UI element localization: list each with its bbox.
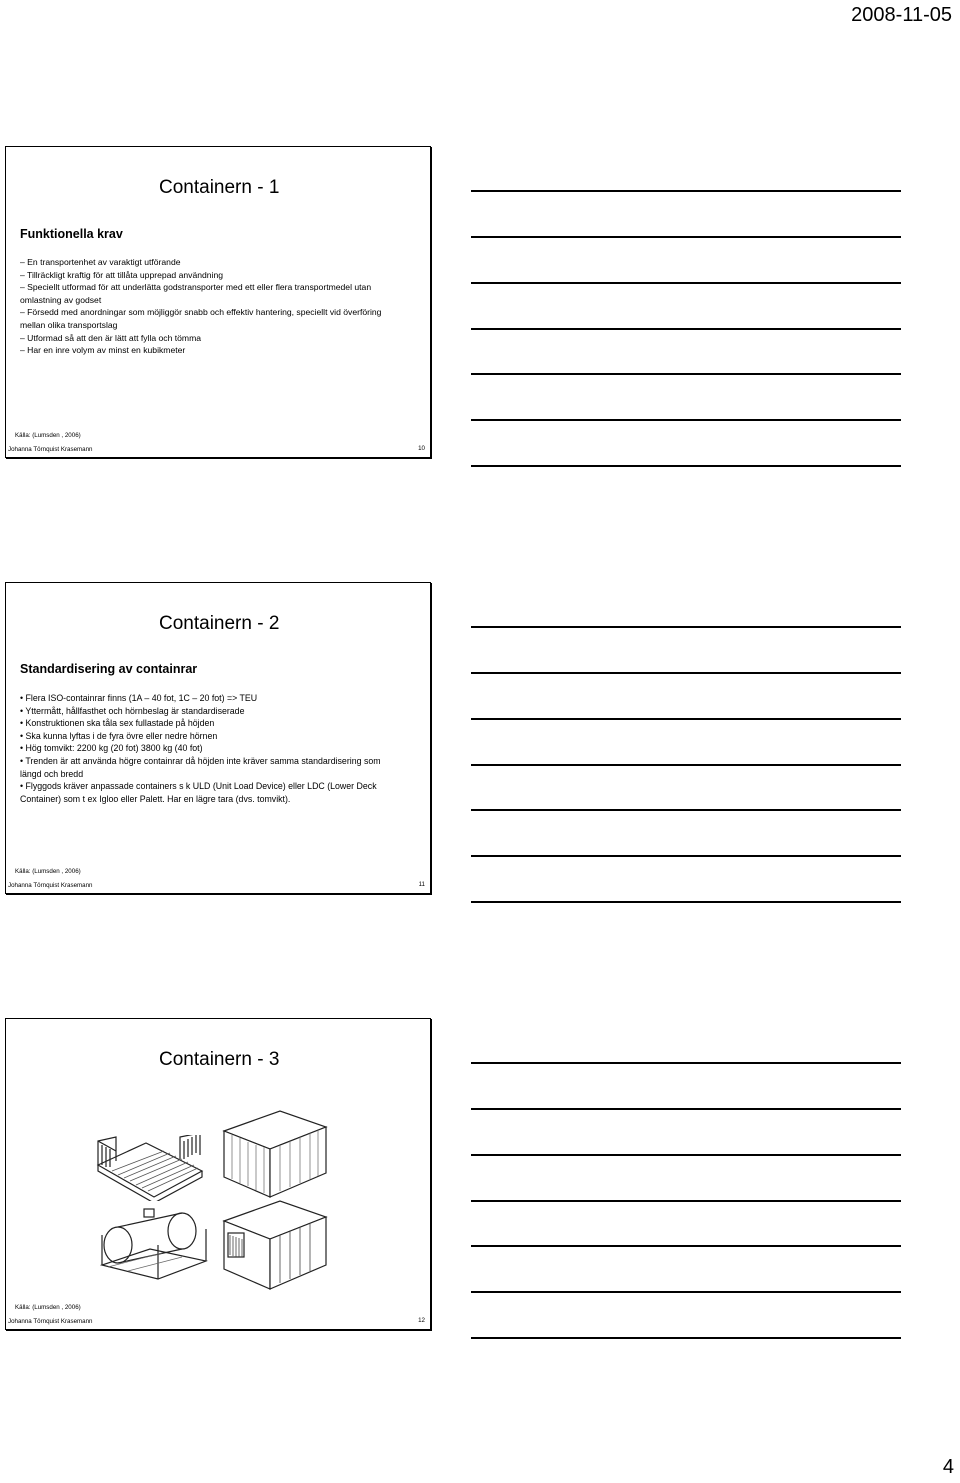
note-line — [471, 282, 901, 284]
slide-heading: Standardisering av containrar — [20, 662, 198, 676]
slide-source: Källa: (Lumsden , 2006) — [15, 1304, 81, 1311]
slide-1 — [5, 146, 431, 458]
slide-2 — [5, 582, 431, 894]
note-line — [471, 855, 901, 857]
flat-rack-container-illustration — [94, 1135, 206, 1201]
list-item: – En transportenhet av varaktigt utförande — [20, 257, 181, 267]
note-line — [471, 901, 901, 903]
note-line — [471, 465, 901, 467]
list-item: – Utformad så att den är lätt att fylla och tömma — [20, 332, 202, 343]
list-item: • Yttermått, hållfasthet och hörnbeslag är standardiserade — [20, 705, 245, 716]
note-line — [471, 190, 901, 192]
note-line — [471, 626, 901, 628]
note-line — [471, 419, 901, 421]
slide-title: Containern - 2 — [159, 613, 280, 634]
list-item: – Försedd med anordningar som möjliggör snabb och effektiv hantering, speciellt vid överföring mellan olika transportslag — [20, 307, 382, 330]
note-line — [471, 1108, 901, 1110]
page-number: 4 — [942, 1456, 954, 1478]
note-line — [471, 1062, 901, 1064]
box-container-illustration — [220, 1107, 330, 1201]
slide-number: 12 — [418, 1317, 425, 1324]
slide-body — [20, 256, 400, 357]
tank-container-illustration — [98, 1205, 208, 1281]
note-line — [471, 809, 901, 811]
note-line — [471, 1154, 901, 1156]
slide-title: Containern - 1 — [159, 177, 280, 198]
note-line — [471, 718, 901, 720]
note-line — [471, 1200, 901, 1202]
list-item: – Speciellt utformad för att underlätta godstransporter med ett eller flera transportmedel utan omlastning av godset — [20, 282, 372, 305]
note-line — [471, 672, 901, 674]
note-line — [471, 1291, 901, 1293]
page-date: 2008-11-05 — [851, 4, 952, 26]
slide-3 — [5, 1018, 431, 1330]
slide-author: Johanna Törnquist Krasemann — [8, 446, 93, 453]
list-item: • Konstruktionen ska tåla sex fullastade på höjden — [20, 718, 215, 729]
slide-heading: Funktionella krav — [20, 227, 123, 241]
list-item: – Tillräckligt kraftig för att tillåta upprepad användning — [20, 269, 224, 280]
slide-body — [20, 692, 400, 805]
list-item: • Trenden är att använda högre containrar då höjden inte kräver samma standardisering som längd och bredd — [20, 755, 381, 779]
note-line — [471, 373, 901, 375]
note-line — [471, 236, 901, 238]
list-item: – Har en inre volym av minst en kubikmeter — [20, 345, 186, 356]
note-line — [471, 1337, 901, 1339]
slide-source: Källa: (Lumsden , 2006) — [15, 868, 81, 875]
ventilated-container-illustration — [220, 1197, 330, 1293]
list-item: • Ska kunna lyftas i de fyra övre eller nedre hörnen — [20, 730, 218, 741]
slide-author: Johanna Törnquist Krasemann — [8, 882, 93, 889]
note-line — [471, 764, 901, 766]
slide-number: 11 — [418, 881, 425, 888]
slide-source: Källa: (Lumsden , 2006) — [15, 432, 81, 439]
slide-title: Containern - 3 — [159, 1049, 280, 1070]
list-item: • Hög tomvikt: 2200 kg (20 fot) 3800 kg (40 fot) — [20, 743, 203, 754]
slide-author: Johanna Törnquist Krasemann — [8, 1318, 93, 1325]
list-item: • Flyggods kräver anpassade containers s k ULD (Unit Load Device) eller LDC (Lower Deck Container) som t ex Igloo eller Palett. Har en lägre tara (dvs. tomvikt). — [20, 781, 377, 804]
list-item: • Flera ISO-containrar finns (1A – 40 fot, 1C – 20 fot) => TEU — [20, 693, 258, 703]
slide-number: 10 — [418, 445, 425, 452]
note-line — [471, 1245, 901, 1247]
note-line — [471, 328, 901, 330]
